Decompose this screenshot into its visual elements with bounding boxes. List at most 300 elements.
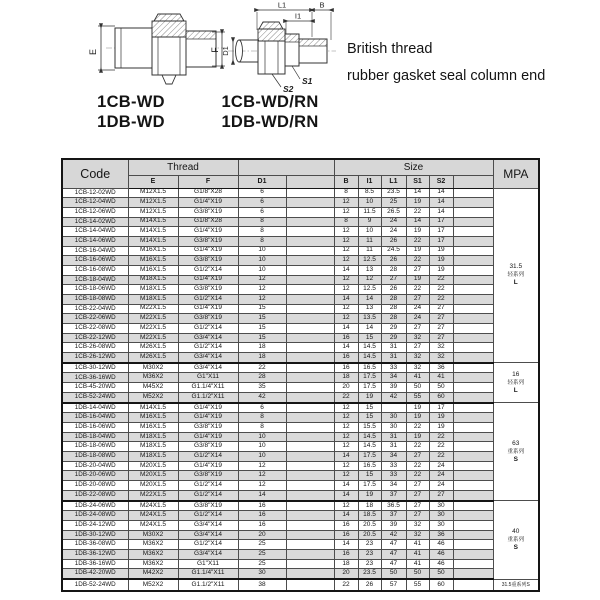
table-row [62, 314, 539, 324]
title-line-1: British thread [347, 41, 433, 57]
cell-b: 14 [334, 343, 358, 353]
cell-spacer [286, 471, 334, 481]
cell-i1: 26 [358, 579, 381, 591]
cell-thread-f: G1/8"X28 [178, 217, 238, 227]
cell-code: 1DB-22-08WD [62, 490, 128, 500]
cell-l1: 31 [381, 343, 406, 353]
cell-thread-f: G1/4"X19 [178, 432, 238, 442]
cell-s2: 36 [429, 530, 453, 540]
cell-spacer [286, 383, 334, 393]
cell-b: 16 [334, 521, 358, 531]
cell-s1: 19 [406, 198, 429, 208]
cell-code: 1DB-24-06WD [62, 501, 128, 511]
cell-spacer [286, 285, 334, 295]
cell-s2: 24 [429, 481, 453, 491]
table-row [62, 432, 539, 442]
cell-l1: 33 [381, 461, 406, 471]
cell-b: 18 [334, 559, 358, 569]
table-row [62, 550, 539, 560]
cell-spacer [286, 511, 334, 521]
cell-thread-f: G1/2"X14 [178, 452, 238, 462]
cell-thread-e: M20X1.5 [128, 481, 178, 491]
cell-i1: 15 [358, 471, 381, 481]
col-subheader-i1: I1 [358, 175, 381, 188]
cell-b: 12 [334, 198, 358, 208]
cell-thread-f: G3/4"X14 [178, 521, 238, 531]
cell-l1: 23.5 [381, 188, 406, 198]
cell-spacer [453, 530, 493, 540]
cell-thread-f: G3/8"X19 [178, 236, 238, 246]
cell-b: 14 [334, 452, 358, 462]
cell-i1: 13 [358, 265, 381, 275]
cell-s2: 22 [429, 442, 453, 452]
cell-code: 1DB-18-06WD [62, 442, 128, 452]
table-row [62, 501, 539, 511]
cell-d1: 8 [238, 413, 286, 423]
cell-s1: 14 [406, 188, 429, 198]
cell-code: 1DB-52-24WD [62, 579, 128, 591]
table-row [62, 246, 539, 256]
cell-i1: 12.5 [358, 256, 381, 266]
cell-thread-f: G1/2"X14 [178, 265, 238, 275]
cell-l1: 34 [381, 373, 406, 383]
cell-d1: 10 [238, 452, 286, 462]
cell-i1: 15 [358, 333, 381, 343]
table-row [62, 236, 539, 246]
cell-i1: 10 [358, 198, 381, 208]
cell-b: 16 [334, 363, 358, 373]
cell-thread-e: M18X1.5 [128, 442, 178, 452]
cell-d1: 25 [238, 559, 286, 569]
table-row [62, 521, 539, 531]
cell-spacer [453, 490, 493, 500]
cell-i1: 12 [358, 275, 381, 285]
table-row [62, 294, 539, 304]
cell-l1: 24.5 [381, 246, 406, 256]
cell-s2: 19 [429, 256, 453, 266]
cell-s2: 19 [429, 265, 453, 275]
cell-i1: 23 [358, 550, 381, 560]
hex-corner [162, 75, 176, 84]
cell-thread-f: G1/4"X19 [178, 413, 238, 423]
cell-spacer [286, 530, 334, 540]
cell-i1: 14 [358, 323, 381, 333]
cell-thread-e: M36X2 [128, 559, 178, 569]
cell-spacer [286, 481, 334, 491]
cell-d1: 15 [238, 333, 286, 343]
cell-i1: 9 [358, 217, 381, 227]
model-code-1cb-wd-rn: 1CB-WD/RN [221, 93, 319, 111]
table-row [62, 265, 539, 275]
cell-thread-e: M14X1.5 [128, 236, 178, 246]
cell-spacer [286, 294, 334, 304]
cell-i1: 14.5 [358, 442, 381, 452]
dim-label-F: F [210, 47, 220, 53]
cell-thread-f: G1/2"X14 [178, 343, 238, 353]
cell-d1: 8 [238, 236, 286, 246]
model-code-1db-wd-rn: 1DB-WD/RN [221, 113, 319, 131]
cell-i1: 14.5 [358, 343, 381, 353]
cell-s2: 17 [429, 227, 453, 237]
cell-b: 14 [334, 265, 358, 275]
cell-l1: 29 [381, 323, 406, 333]
cell-i1: 18 [358, 501, 381, 511]
cell-s2: 50 [429, 383, 453, 393]
cell-thread-e: M16X1.5 [128, 413, 178, 423]
cell-spacer [286, 323, 334, 333]
cell-thread-f: G1/2"X14 [178, 490, 238, 500]
cell-d1: 12 [238, 471, 286, 481]
mpa-group-cell: 31.5 轻系列 L [493, 188, 539, 363]
cell-spacer [453, 461, 493, 471]
cell-s2: 60 [429, 392, 453, 402]
cell-b: 14 [334, 540, 358, 550]
cell-l1: 28 [381, 304, 406, 314]
cell-spacer [453, 256, 493, 266]
cell-spacer [453, 236, 493, 246]
cell-b: 14 [334, 511, 358, 521]
cell-s1: 19 [406, 403, 429, 413]
cell-s2: 32 [429, 352, 453, 362]
cell-code: 1CB-16-08WD [62, 265, 128, 275]
cell-s1: 19 [406, 413, 429, 423]
cell-thread-e: M36X2 [128, 373, 178, 383]
cell-s2: 24 [429, 461, 453, 471]
fitting-diagram-straight [78, 6, 228, 96]
table-row [62, 285, 539, 295]
product-description [347, 36, 545, 90]
cell-i1: 23.5 [358, 569, 381, 579]
cell-spacer [453, 373, 493, 383]
cell-i1: 14.5 [358, 352, 381, 362]
cell-code: 1CB-22-04WD [62, 304, 128, 314]
table-row [62, 530, 539, 540]
cell-s1: 27 [406, 490, 429, 500]
cell-d1: 6 [238, 198, 286, 208]
cell-b: 12 [334, 236, 358, 246]
title-line-2: rubber gasket seal column end [347, 68, 546, 84]
cell-s1: 55 [406, 392, 429, 402]
cell-b: 22 [334, 392, 358, 402]
cell-spacer [286, 207, 334, 217]
cell-code: 1CB-12-04WD [62, 198, 128, 208]
cell-s2: 30 [429, 511, 453, 521]
cell-s1: 22 [406, 442, 429, 452]
cell-s1: 27 [406, 511, 429, 521]
cell-spacer [453, 343, 493, 353]
cell-i1: 14.5 [358, 432, 381, 442]
cell-spacer [453, 188, 493, 198]
cell-s2: 50 [429, 569, 453, 579]
hex-cap-hatched [154, 14, 184, 21]
cell-l1: 24 [381, 217, 406, 227]
cell-thread-f: G1.1/2"X11 [178, 392, 238, 402]
cell-thread-f: G1/4"X19 [178, 461, 238, 471]
cell-thread-f: G1/2"X14 [178, 481, 238, 491]
col-subheader-s1: S1 [406, 175, 429, 188]
cell-d1: 8 [238, 227, 286, 237]
col-subheader-d1: D1 [238, 175, 286, 188]
cell-d1: 6 [238, 188, 286, 198]
body-left [115, 28, 152, 68]
cell-spacer [286, 442, 334, 452]
cell-b: 16 [334, 352, 358, 362]
cell-i1: 23 [358, 540, 381, 550]
cell-i1: 19 [358, 490, 381, 500]
fitting-diagram-rn [212, 0, 352, 100]
cell-code: 1CB-14-02WD [62, 217, 128, 227]
table-row [62, 323, 539, 333]
cell-i1: 16.5 [358, 363, 381, 373]
cell-b: 16 [334, 550, 358, 560]
col-subheader-b: B [334, 175, 358, 188]
cell-thread-e: M26X1.5 [128, 343, 178, 353]
cell-s2: 22 [429, 432, 453, 442]
table-row [62, 559, 539, 569]
model-codes-right [206, 92, 334, 132]
cell-s1: 27 [406, 501, 429, 511]
cell-spacer [286, 314, 334, 324]
cell-spacer [286, 343, 334, 353]
cell-spacer [286, 188, 334, 198]
cell-s2: 27 [429, 490, 453, 500]
mpa-group-cell: 16 轻系列 L [493, 363, 539, 403]
cell-b: 14 [334, 294, 358, 304]
cell-code: 1CB-30-12WD [62, 363, 128, 373]
cell-s1: 27 [406, 343, 429, 353]
cell-code: 1CB-26-12WD [62, 352, 128, 362]
cell-spacer [286, 304, 334, 314]
cell-s2: 22 [429, 452, 453, 462]
table-row [62, 511, 539, 521]
cell-s2: 27 [429, 323, 453, 333]
cell-thread-f: G1"X11 [178, 559, 238, 569]
cell-l1: 34 [381, 452, 406, 462]
cell-spacer [453, 314, 493, 324]
cell-thread-f: G1/4"X19 [178, 275, 238, 285]
nut-section-hatched [258, 29, 285, 41]
cell-thread-e: M30X2 [128, 363, 178, 373]
cell-spacer [453, 521, 493, 531]
dim-label-I1: I1 [294, 11, 302, 21]
cell-l1: 50 [381, 569, 406, 579]
cell-spacer [286, 333, 334, 343]
cell-thread-e: M16X1.5 [128, 256, 178, 266]
cell-b: 18 [334, 373, 358, 383]
cell-b: 12 [334, 501, 358, 511]
cell-s2: 32 [429, 343, 453, 353]
mpa-group-cell: 31.5重系列S [493, 579, 539, 591]
cell-thread-e: M22X1.5 [128, 314, 178, 324]
cell-b: 14 [334, 323, 358, 333]
col-header-blank [238, 159, 334, 175]
cell-thread-e: M30X2 [128, 530, 178, 540]
cell-s2: 19 [429, 413, 453, 423]
cell-spacer [286, 373, 334, 383]
cell-l1: 31 [381, 352, 406, 362]
cell-code: 1DB-24-12WD [62, 521, 128, 531]
cell-d1: 12 [238, 481, 286, 491]
cell-d1: 12 [238, 461, 286, 471]
col-subheader-s2: S2 [429, 175, 453, 188]
cell-l1: 26 [381, 256, 406, 266]
cell-d1: 12 [238, 275, 286, 285]
cell-code: 1DB-16-04WD [62, 413, 128, 423]
cell-spacer [453, 246, 493, 256]
mpa-group-cell: 40 重系列 S [493, 501, 539, 580]
cell-d1: 12 [238, 285, 286, 295]
table-row [62, 461, 539, 471]
cell-code: 1CB-36-16WD [62, 373, 128, 383]
cell-s2: 27 [429, 304, 453, 314]
table-row [62, 227, 539, 237]
cell-s2: 14 [429, 188, 453, 198]
cell-thread-e: M20X1.5 [128, 471, 178, 481]
cell-s1: 27 [406, 294, 429, 304]
cell-spacer [453, 323, 493, 333]
table-row [62, 452, 539, 462]
cell-spacer [453, 569, 493, 579]
col-header-code: Code [62, 159, 128, 188]
cell-spacer [453, 452, 493, 462]
cell-code: 1DB-36-12WD [62, 550, 128, 560]
cell-s1: 19 [406, 246, 429, 256]
cell-spacer [453, 511, 493, 521]
cell-b: 8 [334, 188, 358, 198]
cell-b: 12 [334, 314, 358, 324]
label-S1: S1 [302, 76, 313, 86]
cell-l1: 34 [381, 481, 406, 491]
cell-s2: 17 [429, 217, 453, 227]
cell-s1: 41 [406, 550, 429, 560]
cell-thread-e: M24X1.5 [128, 501, 178, 511]
cell-i1: 17.5 [358, 481, 381, 491]
cell-spacer [453, 198, 493, 208]
table-row [62, 343, 539, 353]
cell-thread-e: M14X1.5 [128, 403, 178, 413]
cell-s1: 14 [406, 217, 429, 227]
cell-d1: 35 [238, 383, 286, 393]
cell-spacer [453, 403, 493, 413]
cell-thread-f: G3/4"X14 [178, 333, 238, 343]
cell-i1: 20.5 [358, 521, 381, 531]
cell-d1: 30 [238, 569, 286, 579]
cell-b: 14 [334, 490, 358, 500]
cell-thread-e: M22X1.5 [128, 323, 178, 333]
cell-i1: 11.5 [358, 207, 381, 217]
table-row [62, 413, 539, 423]
cell-l1: 57 [381, 579, 406, 591]
spec-table-body [62, 188, 539, 591]
cell-code: 1DB-16-06WD [62, 423, 128, 433]
cell-code: 1CB-26-08WD [62, 343, 128, 353]
cell-l1: 29 [381, 333, 406, 343]
cell-code: 1CB-22-12WD [62, 333, 128, 343]
cell-thread-e: M52X2 [128, 579, 178, 591]
mpa-group-cell: 63 重系列 S [493, 403, 539, 501]
cell-thread-f: G3/8"X19 [178, 442, 238, 452]
col-subheader-l1: L1 [381, 175, 406, 188]
cell-thread-e: M18X1.5 [128, 275, 178, 285]
cell-d1: 6 [238, 403, 286, 413]
table-row [62, 363, 539, 373]
cell-thread-e: M18X1.5 [128, 432, 178, 442]
cell-d1: 20 [238, 530, 286, 540]
cell-s2: 27 [429, 333, 453, 343]
cell-i1: 17.5 [358, 383, 381, 393]
cell-thread-e: M18X1.5 [128, 294, 178, 304]
cell-l1: 47 [381, 559, 406, 569]
col-header-size: Size [334, 159, 493, 175]
cell-thread-e: M22X1.5 [128, 304, 178, 314]
cell-spacer [286, 432, 334, 442]
cell-b: 16 [334, 333, 358, 343]
cell-s2: 60 [429, 579, 453, 591]
cell-s2: 46 [429, 550, 453, 560]
cell-spacer [286, 579, 334, 591]
cell-d1: 6 [238, 207, 286, 217]
cell-code: 1DB-20-06WD [62, 471, 128, 481]
cell-spacer [453, 481, 493, 491]
cell-thread-f: G1/2"X14 [178, 511, 238, 521]
cell-thread-e: M18X1.5 [128, 285, 178, 295]
cell-s1: 22 [406, 207, 429, 217]
cell-code: 1DB-14-04WD [62, 403, 128, 413]
cell-d1: 25 [238, 550, 286, 560]
cell-d1: 10 [238, 246, 286, 256]
cell-b: 12 [334, 227, 358, 237]
cell-i1: 12.5 [358, 285, 381, 295]
cell-b: 14 [334, 481, 358, 491]
col-subheader-blank [286, 175, 334, 188]
cell-s1: 50 [406, 383, 429, 393]
cell-thread-e: M36X2 [128, 540, 178, 550]
cell-thread-e: M12X1.5 [128, 207, 178, 217]
cell-code: 1DB-36-16WD [62, 559, 128, 569]
cell-thread-e: M36X2 [128, 550, 178, 560]
cell-spacer [286, 246, 334, 256]
cell-l1: 28 [381, 314, 406, 324]
cell-d1: 16 [238, 521, 286, 531]
cell-i1: 16.5 [358, 461, 381, 471]
cell-thread-f: G3/8"X19 [178, 423, 238, 433]
col-subheader-e: E [128, 175, 178, 188]
cell-l1: 47 [381, 550, 406, 560]
cell-d1: 12 [238, 294, 286, 304]
cell-thread-f: G1/4"X19 [178, 227, 238, 237]
cell-spacer [286, 540, 334, 550]
cell-spacer [453, 227, 493, 237]
cell-s1: 50 [406, 569, 429, 579]
cell-d1: 10 [238, 265, 286, 275]
cell-spacer [453, 392, 493, 402]
cell-i1: 18.5 [358, 511, 381, 521]
table-row [62, 207, 539, 217]
cell-spacer [286, 227, 334, 237]
cell-d1: 10 [238, 442, 286, 452]
cell-d1: 42 [238, 392, 286, 402]
cell-b: 12 [334, 207, 358, 217]
cell-s1: 19 [406, 432, 429, 442]
dim-label-B: B [319, 0, 325, 10]
cell-i1: 20.5 [358, 530, 381, 540]
cell-s2: 30 [429, 521, 453, 531]
cell-spacer [286, 569, 334, 579]
cell-d1: 15 [238, 314, 286, 324]
cell-thread-f: G3/8"X19 [178, 314, 238, 324]
cell-spacer [453, 559, 493, 569]
cell-code: 1CB-12-06WD [62, 207, 128, 217]
